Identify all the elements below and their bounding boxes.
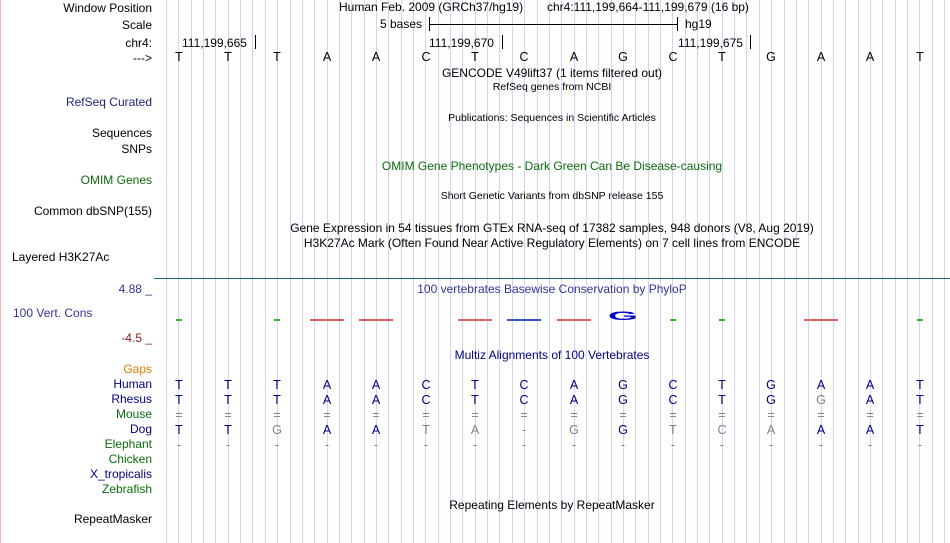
base-human: C — [668, 378, 678, 392]
label-snps[interactable]: SNPs — [121, 142, 152, 156]
base-human: C — [421, 378, 431, 392]
base-dog: A — [470, 423, 480, 437]
base-rhesus: C — [519, 393, 529, 407]
base-rhesus: T — [718, 393, 726, 407]
repeat-track-title: Repeating Elements by RepeatMasker — [449, 498, 655, 512]
base: G — [766, 50, 776, 64]
base-human: C — [519, 378, 529, 392]
base-elephant: - — [274, 438, 280, 452]
label-cons-max: 4.88 _ — [118, 282, 152, 296]
publications-track-title: Publications: Sequences in Scientific Articles — [448, 112, 656, 124]
base-mouse: = — [767, 408, 775, 422]
base-dog: T — [224, 423, 232, 437]
base-mouse: = — [669, 408, 677, 422]
base-elephant: - — [324, 438, 330, 452]
base-dog: A — [322, 423, 332, 437]
label-human[interactable]: Human — [113, 377, 152, 391]
refseq-track-title: RefSeq genes from NCBI — [492, 81, 612, 93]
coord-label-2: 111,199,670 — [429, 36, 494, 50]
base-rhesus: T — [471, 393, 479, 407]
base-rhesus: A — [865, 393, 875, 407]
base-rhesus: A — [569, 393, 579, 407]
h3k27ac-track-title: H3K27Ac Mark (Often Found Near Active Regulatory Elements) on 7 cell lines from ENCODE — [303, 236, 801, 250]
gencode-track-title[interactable]: GENCODE V49lift37 (1 items filtered out) — [441, 66, 663, 80]
base-elephant: - — [571, 438, 577, 452]
label-elephant[interactable]: Elephant — [104, 437, 152, 451]
base-human: G — [766, 378, 776, 392]
label-sequences[interactable]: Sequences — [91, 126, 152, 140]
base-elephant: - — [768, 438, 774, 452]
base-elephant: - — [670, 438, 676, 452]
base-elephant: - — [225, 438, 231, 452]
base-human: A — [865, 378, 875, 392]
label-zebrafish[interactable]: Zebrafish — [101, 482, 152, 496]
label-repeatmasker[interactable]: RepeatMasker — [73, 512, 152, 526]
base-mouse: = — [224, 408, 232, 422]
base: A — [322, 50, 332, 64]
base-rhesus: G — [816, 393, 826, 407]
base-mouse: = — [471, 408, 479, 422]
base-dog: - — [521, 423, 527, 437]
label-scale: Scale — [121, 18, 152, 32]
base-dog: G — [569, 423, 579, 437]
coord-label-1: 111,199,665 — [182, 36, 247, 50]
conservation-negative-mark — [359, 319, 393, 321]
base-mouse: = — [866, 408, 874, 422]
conservation-blue-mark — [507, 319, 541, 321]
base-elephant: - — [719, 438, 725, 452]
conservation-positive-mark — [274, 319, 280, 321]
base-rhesus: T — [175, 393, 183, 407]
base: C — [421, 50, 431, 64]
label-chrom: chr4: — [125, 36, 152, 50]
base-dog: A — [816, 423, 826, 437]
base-mouse: = — [817, 408, 825, 422]
base: A — [569, 50, 579, 64]
base-dog: A — [766, 423, 776, 437]
base-dog: T — [916, 423, 924, 437]
conservation-negative-mark — [310, 319, 344, 321]
label-arrow: ---> — [133, 51, 152, 65]
position-readout: chr4:111,199,664-111,199,679 (16 bp) — [547, 0, 749, 14]
base-elephant: - — [620, 438, 626, 452]
base-rhesus: G — [766, 393, 776, 407]
base-mouse: = — [718, 408, 726, 422]
base-human: G — [618, 378, 628, 392]
base: T — [916, 50, 924, 64]
base-rhesus: C — [421, 393, 431, 407]
base-elephant: - — [423, 438, 429, 452]
label-dog[interactable]: Dog — [129, 422, 152, 436]
label-cons-min: -4.5 _ — [121, 331, 152, 345]
base-mouse: = — [323, 408, 331, 422]
base-dog: A — [865, 423, 875, 437]
track-separator — [154, 278, 950, 279]
base-elephant: - — [521, 438, 527, 452]
base-human: A — [371, 378, 381, 392]
label-omim[interactable]: OMIM Genes — [80, 173, 152, 187]
base-rhesus: G — [618, 393, 628, 407]
base-human: T — [224, 378, 232, 392]
base-human: A — [816, 378, 826, 392]
base-elephant: - — [917, 438, 923, 452]
label-h3k27ac[interactable]: Layered H3K27Ac — [12, 250, 110, 264]
base-dog: T — [422, 423, 430, 437]
base-mouse: = — [175, 408, 183, 422]
multiz-track-title: Multiz Alignments of 100 Vertebrates — [454, 348, 650, 362]
coord-tick-2 — [502, 35, 503, 49]
coord-tick-3 — [750, 35, 751, 49]
base-elephant: - — [472, 438, 478, 452]
conservation-positive-mark — [719, 319, 725, 321]
base-human: T — [175, 378, 183, 392]
base-human: T — [471, 378, 479, 392]
label-refseq[interactable]: RefSeq Curated — [65, 95, 152, 109]
conservation-positive-mark — [670, 319, 676, 321]
label-rhesus[interactable]: Rhesus — [111, 392, 152, 406]
conservation-negative-mark — [458, 319, 492, 321]
base-rhesus: C — [668, 393, 678, 407]
label-chicken[interactable]: Chicken — [108, 452, 152, 466]
omim-track-title: OMIM Gene Phenotypes - Dark Green Can Be Disease-causing — [381, 159, 723, 173]
coord-label-3: 111,199,675 — [678, 36, 743, 50]
assembly-title: Human Feb. 2009 (GRCh37/hg19) — [339, 0, 524, 14]
base-rhesus: A — [371, 393, 381, 407]
base-dog: T — [175, 423, 183, 437]
base-human: T — [916, 378, 924, 392]
base-mouse: = — [520, 408, 528, 422]
base: T — [718, 50, 726, 64]
base-human: A — [569, 378, 579, 392]
base-rhesus: A — [322, 393, 332, 407]
base: T — [175, 50, 183, 64]
base: T — [273, 50, 281, 64]
base-dog: G — [618, 423, 628, 437]
base-elephant: - — [867, 438, 873, 452]
base-elephant: - — [373, 438, 379, 452]
coord-tick-1 — [255, 35, 256, 49]
base: A — [816, 50, 826, 64]
base: A — [371, 50, 381, 64]
label-dbsnp[interactable]: Common dbSNP(155) — [33, 204, 152, 218]
label-cons[interactable]: 100 Vert. Cons — [13, 306, 93, 320]
base: C — [668, 50, 678, 64]
base: C — [519, 50, 529, 64]
base-mouse: = — [273, 408, 281, 422]
label-window-position: Window Position — [63, 1, 152, 15]
base-mouse: = — [619, 408, 627, 422]
label-xtropicalis[interactable]: X_tropicalis — [89, 467, 152, 481]
base-rhesus: T — [916, 393, 924, 407]
label-gaps[interactable]: Gaps — [123, 362, 152, 376]
base-dog: A — [371, 423, 381, 437]
base-dog: G — [272, 423, 282, 437]
label-mouse[interactable]: Mouse — [115, 407, 152, 421]
base-mouse: = — [916, 408, 924, 422]
base-human: T — [273, 378, 281, 392]
base-mouse: = — [372, 408, 380, 422]
base-rhesus: T — [273, 393, 281, 407]
conservation-positive-mark — [176, 319, 182, 321]
base: T — [224, 50, 232, 64]
conservation-logo-glyph: G — [608, 309, 638, 323]
scale-db: hg19 — [685, 17, 712, 31]
base-dog: C — [717, 423, 727, 437]
base-mouse: = — [422, 408, 430, 422]
scale-bar-right-tick — [677, 17, 678, 31]
conservation-negative-mark — [804, 319, 838, 321]
base: A — [865, 50, 875, 64]
base-mouse: = — [570, 408, 578, 422]
base-human: T — [718, 378, 726, 392]
phylop-track-title: 100 vertebrates Basewise Conservation by PhyloP — [417, 282, 687, 296]
base-elephant: - — [176, 438, 182, 452]
base-dog: T — [669, 423, 677, 437]
base-human: A — [322, 378, 332, 392]
base: T — [471, 50, 479, 64]
scale-bar — [430, 24, 677, 25]
dbsnp-track-title: Short Genetic Variants from dbSNP release 155 — [440, 190, 664, 202]
gtex-track-title: Gene Expression in 54 tissues from GTEx RNA-seq of 17382 samples, 948 donors (V8, Aug 2019) — [290, 221, 814, 235]
base-elephant: - — [818, 438, 824, 452]
conservation-positive-mark — [917, 319, 923, 321]
scale-text: 5 bases — [380, 17, 423, 31]
base-rhesus: T — [224, 393, 232, 407]
base: G — [618, 50, 628, 64]
